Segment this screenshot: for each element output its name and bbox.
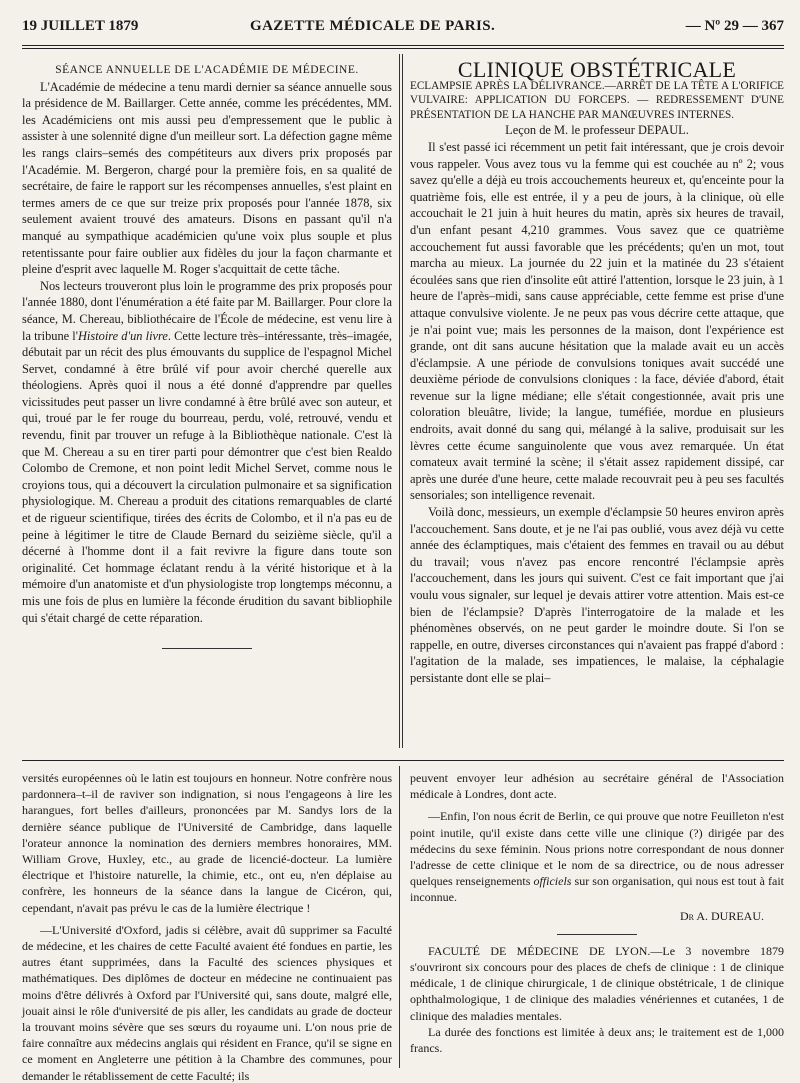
clinique-article bbox=[410, 57, 784, 687]
feuilleton-divider bbox=[22, 760, 784, 761]
header-rule-thin bbox=[22, 48, 784, 49]
paragraph: peuvent envoyer leur adhésion au secrétaire général de l'Association médicale à Londres, dont acte. bbox=[410, 771, 784, 802]
issue-page-number: — Nº 29 — 367 bbox=[685, 18, 784, 34]
feuilleton-left bbox=[22, 770, 392, 1083]
paragraph: Voilà donc, messieurs, un exemple d'éclampsie 50 heures environ après l'accouchement. Sans doute, et je ne l'ai pas oublié, vous avez déjà vu cette année des éclamptiques, mais c'étaient des femmes en travail ou au début du travail; vous n'avez pas encore rencontré l'éclampsie après l'accouchement, dans les jours qui suivent. C'est ce fait important que j'ai voulu vous signaler, sur lequel je devais attirer votre attention. Mais est-ce bien de l'éclampsie? D'après l'interrogatoire de la malade et les phénomènes observés, on ne peut garder le moindre doute. Si l'on se rappelle, en outre, diverses circonstances qui n'avaient pas frappé d'abord : l'agitation de la malade, ses impatiences, le malaise, la céphalagie persistante dont elle se plai– bbox=[410, 505, 784, 685]
emphasis: officiels bbox=[533, 874, 572, 889]
paragraph: Nos lecteurs trouveront plus loin le programme des prix proposés pour l'année 1880, dont l'énumération a été faite par M. Baillarger. Pour clore la séance, M. Chereau, bibliothécaire de l'École de médecine, est venu lire à la tribune l'Histoire d'un livre. Cette lecture très–intéressante, très–imagée, débutait par un récit des plus émouvants du supplice de l'espagnol Michel Servet, condamné à être brûlé vif pour avoir cherché querelle aux théologiens. Après quoi il nous a été donné d'apprendre par quelles vicissitudes peut passer un livre condamné à être brûlé avec son auteur, et qui, troué par le fer rouge du bourreau, perdu, volé, retrouvé, vendu et revendu, finit par trouver un refuge à la Bibliothèque nationale. C'est là que M. Chereau a su en tirer parti pour démontrer que c'est bien Realdo Colombo de Cremone, et non point ledit Michel Servet, comme nous le croyions tous, qui a découvert la circulation pulmonaire et sa signification physiologique. M. Chereau a produit des citations remarquables de clarté et de rigueur scientifique, tirées des écrits de Colombo, et il n'a pas eu de peine à légitimer le titre de Claude Bernard du seizième siècle, qu'il a décerné à l'homme dont il a fait revivre la figure dans toute son originalité. Cet hommage éclatant rendu à la vérité historique et à la mémoire d'un anatomiste et d'un physiologiste trop longtemps méconnu, a mis une fois de plus en lumière la féconde érudition du savant bibliophile qui s'était chargé de cette réparation. bbox=[22, 278, 392, 625]
paragraph: FACULTÉ DE MÉDECINE DE LYON.—Le 3 novembre 1879 s'ouvriront six concours pour des places de chefs de clinique : 1 de clinique médicale, 1 de clinique chirurgicale, 1 de clinique obstétricale, 1 de clinique ophthalmologique, 1 de clinique des maladies vénériennes et cutanées, 1 de clinique des maladies mentales. bbox=[410, 943, 785, 1023]
article-subheading: ECLAMPSIE APRÈS LA DÉLIVRANCE.—ARRÊT DE LA TÊTE A L'ORIFICE VULVAIRE: APPLICATION DU FORCEPS. — REDRESSEMENT D'UNE PRÉSENTATION DE LA HANCHE PAR MANŒUVRES INTERNES. bbox=[410, 79, 784, 121]
newspaper-title: GAZETTE MÉDICALE DE PARIS. bbox=[250, 18, 496, 34]
paragraph: —L'Université d'Oxford, jadis si célèbre, avait dû supprimer sa Faculté de médecine, et les chaires de cette Faculté avaient été fondues en partie, les autres étant supprimées, dans la Faculté des sciences physiques et mathématiques. Des diplômes de docteur en médecine ne continuaient pas moins d'être délivrés à Oxford par l'Université qui, sans doute, malgré elle, jouait ainsi le rôle d'université de pis aller, les candidats au grade de docteur la trouvant moins sévère que ses sœurs du royaume uni. L'on nous prie de faire connaître aux médecins anglais qui résident en France, qu'il se signe en ce moment en Angleterre une pétition à la Chambre des communes, pour demander le rétablissement de cette Faculté; ils bbox=[22, 922, 392, 1083]
paragraph: Il s'est passé ici récemment un petit fait intéressant, que je crois devoir vous rappeler. Vous avez tous vu la femme qui est couchée au nº 2; vous savez qu'elle a déjà eu trois accouchements heureux et, qu'enceinte pour la quatrième fois, elle est entrée, il y a peu de jours, à la clinique, où elle accouchait le 21 juin à huit heures du matin, après six heures de travail, d'un enfant pesant 4,210 grammes. Vous savez que ce quatrième accouchement fut aussi favorable que les précédents; qu'en un mot, tout marcha au mieux. La journée du 22 juin et la matinée du 23 s'étaient écoulées sans que rien d'insolite eût attiré l'attention, lorsque le 23 juin, à 1 heure de l'après–midi, sans cause appréciable, cette femme est prise d'une attaque convulsive violente. Je ne peux pas vous décrire cette attaque, que je n'ai point vue; mais les personnes de la maison, dont l'expérience est grande, ont dit sans aucune hésitation que la malade avait eu un accès d'éclampsie. A une période de convulsions toniques avait succédé une deuxième période de convulsions cloniques : la face, déviée d'abord, était revenue sur la ligne médiane; elle s'était congestionnée, avait pris une coloration bleuâtre, livide; la langue, tuméfiée, mordue en plusieurs endroits, avait donné du sang qui, mélangé à la salive, produisait sur les lèvres cette écume sanguinolente que vous avez remarquée. Un état comateux avait terminé la scène; il s'était assez rapidement dissipé, car après une durée d'une heure, cette malade recouvrait peu à peu ses facultés sensoriales; son intelligence revenait. bbox=[410, 139, 784, 503]
author-signature: Dr A. DUREAU. bbox=[679, 908, 764, 923]
section-heading: SÉANCE ANNUELLE DE L'ACADÉMIE DE MÉDECINE. bbox=[55, 64, 359, 76]
column-divider bbox=[399, 54, 400, 748]
paragraph: —Enfin, l'on nous écrit de Berlin, ce qui prouve que notre Feuilleton n'est point inutile, qu'il existe dans cette ville une clinique (?) dirigée par des médecins du sexe féminin. Nous prions notre correspondant de nous donner l'adresse de cette clinique et le nom de sa directrice, ou de nous adresser quelques renseignements officiels sur son organisation, qui nous est tout à fait inconnue. bbox=[410, 809, 784, 905]
end-rule bbox=[162, 648, 252, 649]
lecture-byline: Leçon de M. le professeur DEPAUL. bbox=[505, 123, 689, 138]
feuilleton-right bbox=[410, 770, 784, 1056]
notice-heading: FACULTÉ DE MÉDECINE DE LYON. bbox=[428, 943, 651, 958]
book-title: Histoire d'un livre bbox=[77, 328, 168, 343]
feuilleton-column-divider bbox=[399, 766, 400, 1068]
paragraph: versités européennes où le latin est toujours en honneur. Notre confrère nous pardonnera–t–il de raviver son indignation, si nous l'engageons à lire les harangues, fort belles d'ailleurs, prononcées par M. Sandys lors de la dernière séance publique de l'Université de Cambridge, dans laquelle l'orateur annonce la nomination des derniers membres honoraires, MM. William Grove, Huxley, etc., au grade de licencié-docteur. La lumière électrique et l'histoire naturelle, la chimie, etc., ont eu, n'en déplaise au confrère, les honneurs de la séance dans la langue de Cicéron, qui, cependant, n'avait pas prévu le cas de la lumière électrique ! bbox=[22, 771, 392, 915]
page-header bbox=[22, 18, 784, 42]
column-divider-thin bbox=[402, 54, 403, 748]
section-rule bbox=[557, 934, 637, 935]
header-rule bbox=[22, 45, 784, 46]
issue-date: 19 JUILLET 1879 bbox=[22, 18, 139, 34]
paragraph: L'Académie de médecine a tenu mardi dernier sa séance annuelle sous la présidence de M. Baillarger. Cette année, comme les précédentes, MM. les Académiciens ont mis aussi peu d'empressement que le public à assister à une solennité digne d'un meilleur sort. La défection gagne même les rangs clairs–semés des compétiteurs aux divers prix proposés par l'Académie. M. Bergeron, chargé pour la première fois, en sa qualité de secrétaire, de faire le rapport sur les récompenses annuelles, s'est plaint en termes amers de ce que sur treize prix proposés pour l'année 1878, six seulement avaient trouvé des amateurs. Disons en passant qu'il n'a manqué au sympathique académicien qu'une voix plus souple et plus retentissante pour faire oublier aux fidèles du jour la façon charmante et pleine d'esprit avec laquelle M. Roger s'acquittait de cette tâche. bbox=[22, 79, 392, 277]
paragraph: La durée des fonctions est limitée à deux ans; le traitement est de 1,000 francs. bbox=[410, 1024, 784, 1056]
academie-article bbox=[22, 62, 392, 649]
article-title: CLINIQUE OBSTÉTRICALE bbox=[457, 57, 737, 82]
